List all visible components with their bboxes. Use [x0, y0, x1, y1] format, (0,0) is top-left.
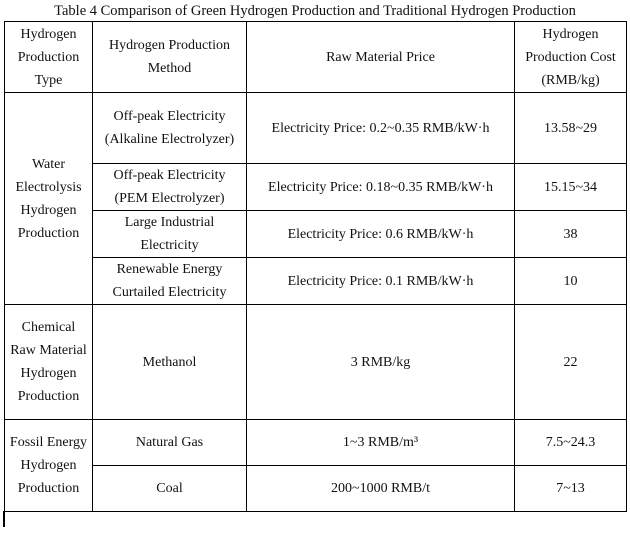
method-cell: Methanol: [93, 305, 247, 420]
cost-cell: 22: [515, 305, 627, 420]
text-cursor: [3, 511, 5, 527]
group-chemical-raw-material: Chemical Raw Material Hydrogen Production: [5, 305, 93, 420]
price-cell: 200~1000 RMB/t: [247, 466, 515, 512]
group-fossil-energy: Fossil Energy Hydrogen Production: [5, 420, 93, 512]
table-row: [5, 305, 627, 420]
header-method: Hydrogen Production Method: [93, 22, 247, 93]
cost-cell: 38: [515, 211, 627, 258]
table-row: [5, 93, 627, 164]
method-cell: Off-peak Electricity (PEM Electrolyzer): [93, 164, 247, 211]
price-cell: Electricity Price: 0.1 RMB/kW·h: [247, 258, 515, 305]
method-cell: Renewable Energy Curtailed Electricity: [93, 258, 247, 305]
price-cell: Electricity Price: 0.18~0.35 RMB/kW·h: [247, 164, 515, 211]
header-price: Raw Material Price: [247, 22, 515, 93]
price-cell: Electricity Price: 0.2~0.35 RMB/kW·h: [247, 93, 515, 164]
cost-cell: 15.15~34: [515, 164, 627, 211]
header-type: Hydrogen Production Type: [5, 22, 93, 93]
header-cost: Hydrogen Production Cost (RMB/kg): [515, 22, 627, 93]
price-cell: 1~3 RMB/m³: [247, 420, 515, 466]
cost-cell: 10: [515, 258, 627, 305]
cost-cell: 13.58~29: [515, 93, 627, 164]
cost-cell: 7.5~24.3: [515, 420, 627, 466]
cost-cell: 7~13: [515, 466, 627, 512]
method-cell: Natural Gas: [93, 420, 247, 466]
table-row: [5, 466, 627, 512]
header-row: [5, 22, 627, 93]
table-caption: Table 4 Comparison of Green Hydrogen Production and Traditional Hydrogen Production: [54, 3, 576, 19]
table-row: [5, 211, 627, 258]
price-cell: Electricity Price: 0.6 RMB/kW·h: [247, 211, 515, 258]
method-cell: Off-peak Electricity (Alkaline Electrolyzer): [93, 93, 247, 164]
group-water-electrolysis: Water Electrolysis Hydrogen Production: [5, 93, 93, 305]
method-cell: Coal: [93, 466, 247, 512]
method-cell: Large Industrial Electricity: [93, 211, 247, 258]
table-row: [5, 258, 627, 305]
table-row: [5, 420, 627, 466]
table-row: [5, 164, 627, 211]
comparison-table: [4, 21, 627, 512]
price-cell: 3 RMB/kg: [247, 305, 515, 420]
